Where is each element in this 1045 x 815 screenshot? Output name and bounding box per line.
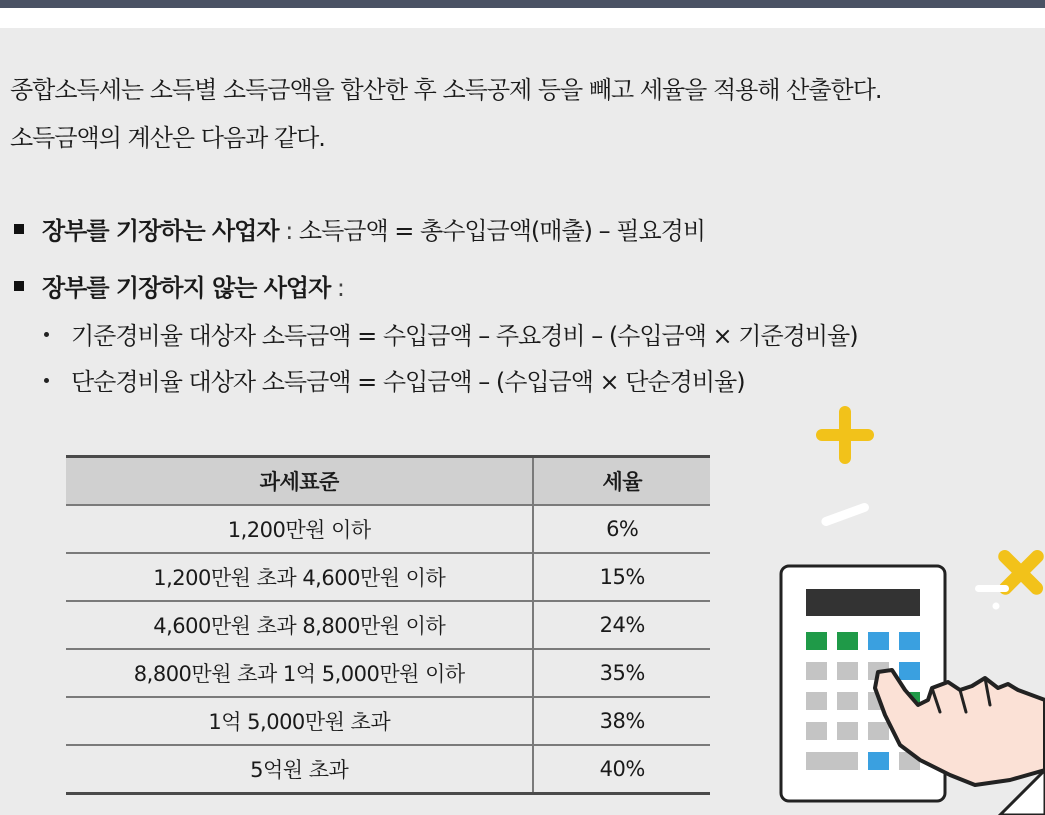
bullet-title: 장부를 기장하지 않는 사업자 [42, 274, 331, 302]
table-row [66, 505, 710, 553]
plus-icon [816, 406, 874, 464]
sub-bullet-text: 단순경비율 대상자 소득금액 = 수입금액 – (수입금액 × 단순경비율) [71, 368, 745, 396]
calculator-icon [781, 566, 945, 801]
tax-rate-table [66, 455, 710, 795]
square-bullet-icon [14, 224, 24, 234]
tax-base-cell: 4,600만원 초과 8,800만원 이하 [66, 601, 533, 649]
tax-base-cell: 8,800만원 초과 1억 5,000만원 이하 [66, 649, 533, 697]
sub-bullet-text: 기준경비율 대상자 소득금액 = 수입금액 – 주요경비 – (수입금액 × 기준경비율) [71, 322, 858, 350]
tax-rate-cell: 6% [533, 505, 710, 553]
multiply-icon [975, 547, 1045, 609]
intro-line-1: 종합소득세는 소득별 소득금액을 합산한 후 소득공제 등을 빼고 세율을 적용해 산출한다. [10, 76, 882, 104]
header-tax-base: 과세표준 [66, 457, 533, 506]
tax-base-cell: 1,200만원 이하 [66, 505, 533, 553]
header-tax-rate: 세율 [533, 457, 710, 506]
table-row [66, 649, 710, 697]
bullet-separator: : [330, 274, 344, 302]
table-row [66, 697, 710, 745]
top-banner-strip [0, 8, 1045, 28]
intro-line-2: 소득금액의 계산은 다음과 같다. [10, 124, 325, 152]
dot-bullet-icon [44, 332, 49, 337]
square-bullet-icon [14, 281, 24, 291]
bullet-separator: : [278, 217, 299, 245]
tax-base-cell: 1억 5,000만원 초과 [66, 697, 533, 745]
sub-bullet-standard-expense [44, 321, 858, 351]
table-row [66, 553, 710, 601]
bullet-title: 장부를 기장하는 사업자 [42, 217, 279, 245]
calculator-illustration [760, 395, 1045, 815]
tax-base-cell: 1,200만원 초과 4,600만원 이하 [66, 553, 533, 601]
tax-rate-cell: 24% [533, 601, 710, 649]
table-header-row [66, 457, 710, 506]
bullet-non-bookkeeping-business [14, 273, 344, 303]
sub-bullet-simple-expense [44, 367, 745, 397]
tax-rate-cell: 38% [533, 697, 710, 745]
top-banner-bar [0, 0, 1045, 8]
bullet-formula: 소득금액 = 총수입금액(매출) – 필요경비 [298, 217, 706, 245]
table-row [66, 745, 710, 794]
tax-base-cell: 5억원 초과 [66, 745, 533, 794]
bullet-bookkeeping-business [14, 216, 705, 246]
minus-icon [820, 502, 870, 528]
tax-rate-cell: 15% [533, 553, 710, 601]
tax-rate-cell: 40% [533, 745, 710, 794]
dot-bullet-icon [44, 378, 49, 383]
table-row [66, 601, 710, 649]
tax-rate-cell: 35% [533, 649, 710, 697]
